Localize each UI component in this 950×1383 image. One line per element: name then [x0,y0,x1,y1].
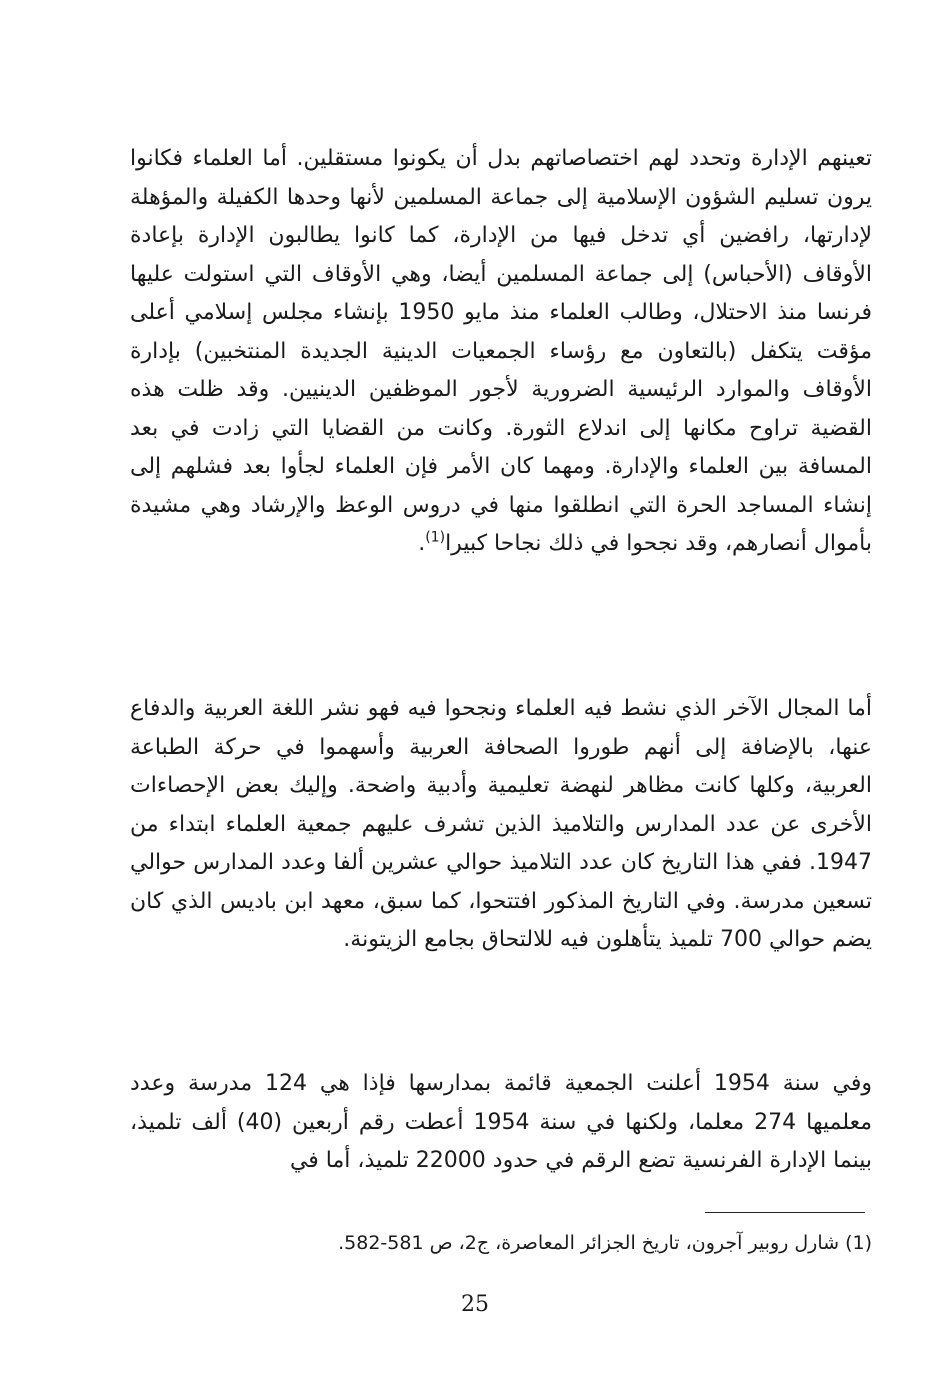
footnote: (1) شارل روبير آجرون، تاريخ الجزائر المعاصرة، ج2، ص 581-582. [338,1232,872,1254]
footnote-reference: (1) [425,529,446,546]
paragraph-1-text: تعينهم الإدارة وتحدد لهم اختصاصاتهم بدل أن يكونوا مستقلين. أما العلماء فكانوا يرون تسليم الشؤون الإسلامية إلى جماعة المسلمين لأنها وحدها الكفيلة والمؤهلة لإدارتها، رافضين أي تدخل فيها من الإدارة، كما كانوا يطالبون الإدارة بإعادة الأوقاف (الأحباس) إلى جماعة المسلمين أيضا، وهي الأوقاف التي استولت عليها فرنسا منذ الاحتلال، وطالب العلماء منذ مايو 1950 بإنشاء مجلس إسلامي أعلى مؤقت يتكفل (بالتعاون مع رؤساء الجمعيات الدينية الجديدة المنتخبين) بإدارة الأوقاف والموارد الرئيسية الضرورية لأجور الموظفين الدينيين. وقد ظلت هذه القضية تراوح مكانها إلى اندلاع الثورة. وكانت من القضايا التي زادت في بعد المسافة بين العلماء والإدارة. ومهما كان الأمر فإن العلماء لجأوا بعد فشلهم إلى إنشاء المساجد الحرة التي انطلقوا منها في دروس الوعظ والإرشاد وهي مشيدة بأموال أنصارهم، وقد نجحوا في ذلك نجاحا كبيرا [130,146,872,556]
paragraph-2-text: أما المجال الآخر الذي نشط فيه العلماء ونجحوا فيه فهو نشر اللغة العربية والدفاع عنها، بالإضافة إلى أنهم طوروا الصحافة العربية وأسهموا في حركة الطباعة العربية، وكلها كانت مظاهر لنهضة تعليمية وأدبية واضحة. وإليك بعض الإحصاءات الأخرى عن عدد المدارس والتلاميذ الذين تشرف عليهم جمعية العلماء ابتداء من 1947. ففي هذا التاريخ كان عدد التلاميذ حوالي عشرين ألفا وعدد المدارس حوالي تسعين مدرسة. وفي التاريخ المذكور افتتحوا، كما سبق، معهد ابن باديس الذي كان يضم حوالي 700 تلميذ يتأهلون فيه للالتحاق بجامع الزيتونة. [130,696,872,952]
paragraph-2 [130,690,872,960]
paragraph-3-text: وفي سنة 1954 أعلنت الجمعية قائمة بمدارسها فإذا هي 124 مدرسة وعدد معلميها 274 معلما، ولكنها في سنة 1954 أعطت رقم أربعين (40) ألف تلميذ، بينما الإدارة الفرنسية تضع الرقم في حدود 22000 تلميذ، أما في [130,1071,872,1173]
paragraph-3 [130,1065,872,1181]
paragraph-1-end: . [418,531,426,556]
paragraph-1 [130,140,872,564]
footnote-divider [705,1212,865,1213]
page-number: 25 [461,1292,489,1317]
